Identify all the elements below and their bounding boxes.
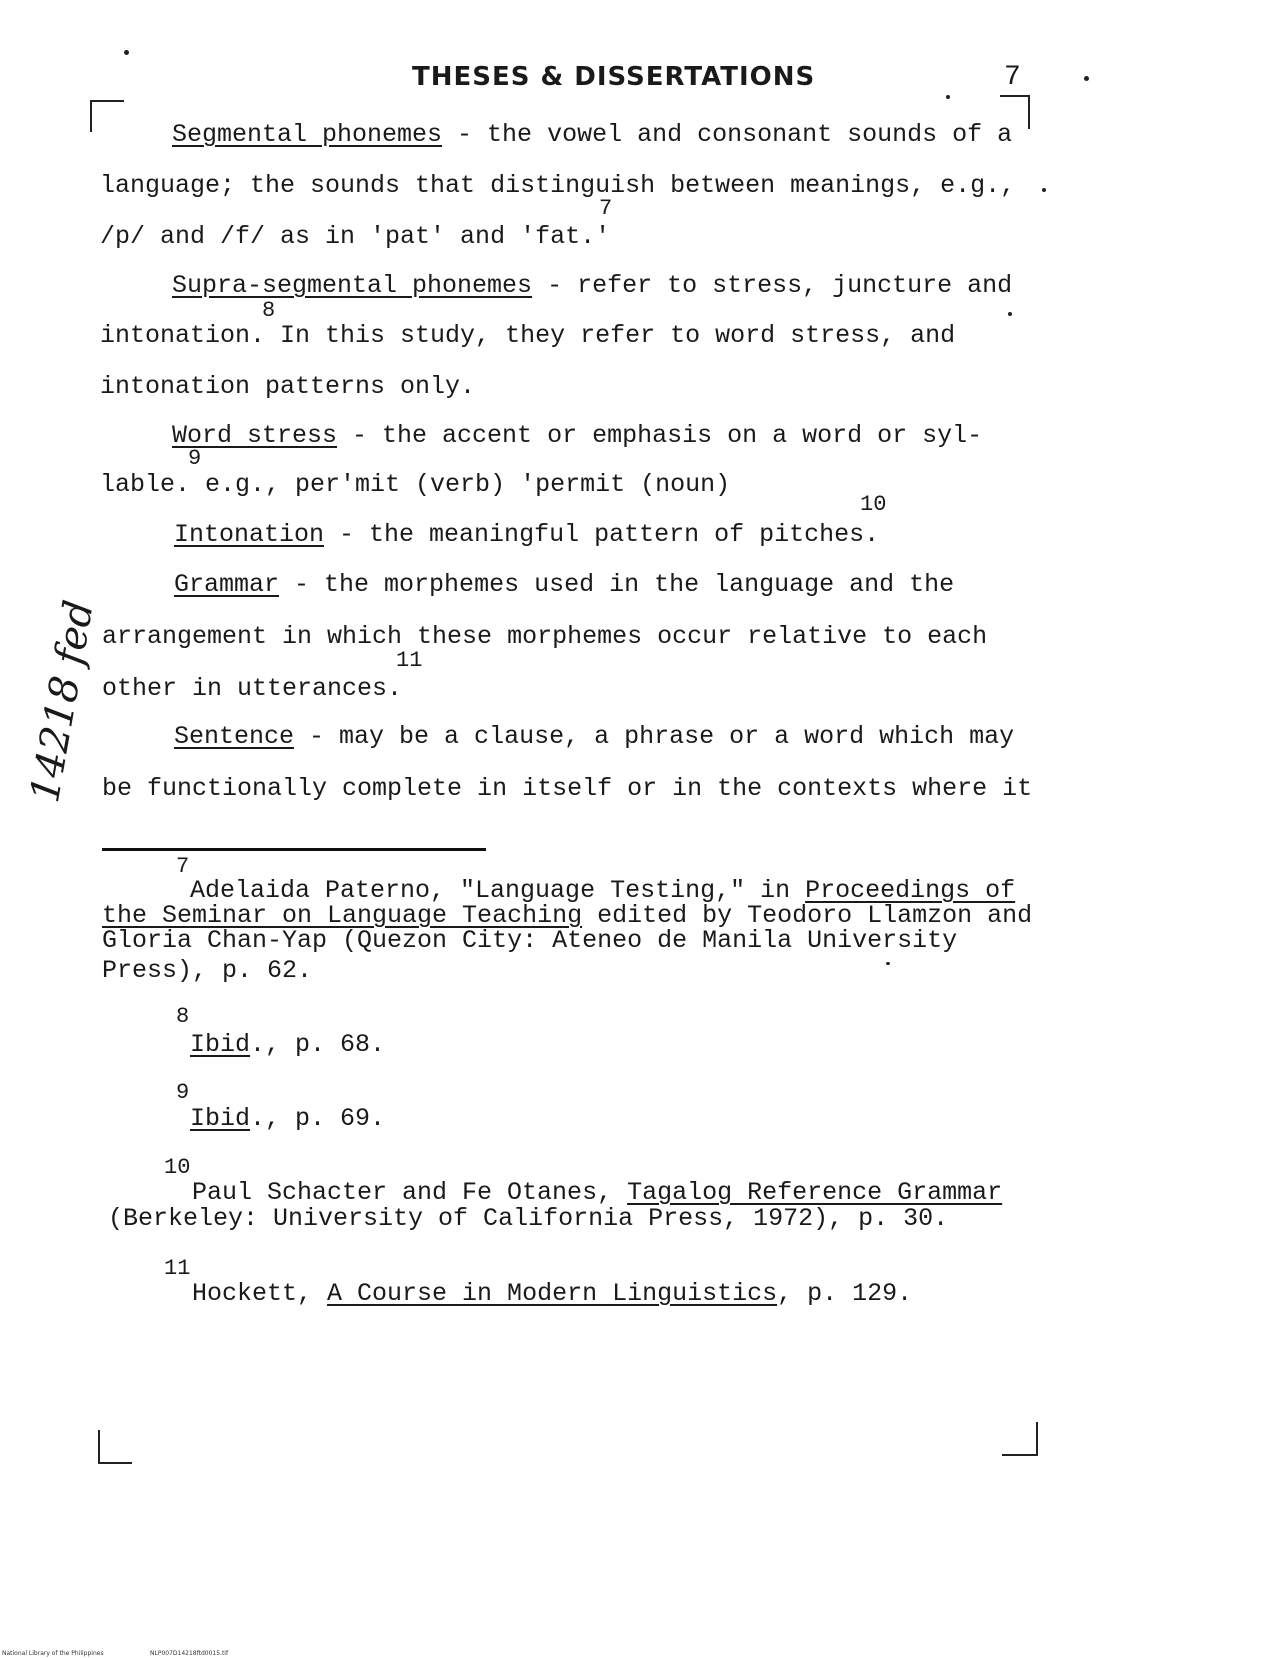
footnote-text: ., p. 69. bbox=[250, 1104, 386, 1133]
footnote-ref-10: 10 bbox=[860, 492, 887, 517]
footnote-line bbox=[192, 1178, 1002, 1207]
scan-speck bbox=[886, 962, 890, 965]
footnote-line: Press), p. 62. bbox=[102, 956, 313, 985]
term-word-stress: Word stress bbox=[172, 421, 338, 450]
scan-library-label: National Library of the Philippines bbox=[2, 1650, 104, 1657]
footnote-line: (Berkeley: University of California Press, 1972), p. 30. bbox=[108, 1204, 949, 1233]
body-text: - refer to stress, juncture and bbox=[532, 271, 1013, 300]
footnote-number-8: 8 bbox=[176, 1004, 190, 1029]
body-line: be functionally complete in itself or in the contexts where it bbox=[102, 774, 1033, 803]
body-line bbox=[172, 271, 1012, 300]
footnote-text: edited by Teodoro Llamzon and bbox=[582, 901, 1033, 930]
footnote-text: Paul Schacter and Fe Otanes, bbox=[192, 1178, 628, 1207]
footnote-text: Hockett, bbox=[192, 1279, 328, 1308]
term-segmental-phonemes: Segmental phonemes bbox=[172, 120, 443, 149]
body-line: other in utterances. bbox=[102, 674, 403, 703]
body-text: - may be a clause, a phrase or a word which may bbox=[294, 722, 1015, 751]
footnote-text: ., p. 68. bbox=[250, 1030, 386, 1059]
term-sentence: Sentence bbox=[174, 722, 295, 751]
footnote-ref-11: 11 bbox=[396, 648, 423, 673]
corner-mark-bottom-right bbox=[1002, 1422, 1038, 1456]
body-line bbox=[172, 421, 982, 450]
body-text: - the meaningful pattern of pitches. bbox=[324, 520, 880, 549]
footnote-number-11: 11 bbox=[164, 1256, 191, 1281]
footnote-line bbox=[190, 1104, 385, 1133]
footnote-title: the Seminar on Language Teaching bbox=[102, 901, 583, 930]
body-line: intonation. In this study, they refer to word stress, and bbox=[100, 321, 956, 350]
term-intonation: Intonation bbox=[174, 520, 325, 549]
scan-speck bbox=[124, 50, 129, 55]
body-line bbox=[172, 120, 1012, 149]
body-line: arrangement in which these morphemes occur relative to each bbox=[102, 622, 988, 651]
footnote-title: A Course in Modern Linguistics bbox=[327, 1279, 778, 1308]
body-line bbox=[174, 570, 954, 599]
body-line: intonation patterns only. bbox=[100, 372, 476, 401]
body-line bbox=[174, 722, 1014, 751]
footnote-text: Adelaida Paterno, "Language Testing," in bbox=[190, 876, 806, 905]
handwritten-accession-note: 14218 fed bbox=[22, 597, 103, 806]
footnote-ibid: Ibid bbox=[190, 1030, 251, 1059]
body-text: - the accent or emphasis on a word or syl- bbox=[337, 421, 983, 450]
footnote-number-7: 7 bbox=[176, 854, 190, 879]
footnote-text: , p. 129. bbox=[777, 1279, 913, 1308]
body-line: language; the sounds that distinguish between meanings, e.g., bbox=[100, 171, 1016, 200]
scan-speck bbox=[1008, 312, 1012, 316]
footnote-separator bbox=[102, 848, 486, 851]
body-text: - the morphemes used in the language and the bbox=[279, 570, 955, 599]
scan-speck bbox=[946, 95, 950, 99]
body-line: /p/ and /f/ as in 'pat' and 'fat.' bbox=[100, 222, 611, 251]
footnote-ref-7: 7 bbox=[599, 196, 613, 221]
footnote-ref-8: 8 bbox=[262, 298, 276, 323]
footnote-ibid: Ibid bbox=[190, 1104, 251, 1133]
footnote-ref-9: 9 bbox=[188, 446, 202, 471]
corner-mark-top-left bbox=[90, 100, 124, 132]
scan-speck bbox=[1042, 188, 1046, 192]
term-supra-segmental-phonemes: Supra-segmental phonemes bbox=[172, 271, 533, 300]
scan-speck bbox=[1084, 76, 1089, 81]
footnote-title: Tagalog Reference Grammar bbox=[627, 1178, 1003, 1207]
footnote-line bbox=[190, 1030, 385, 1059]
footnote-line bbox=[192, 1279, 912, 1308]
body-text: - the vowel and consonant sounds of a bbox=[442, 120, 1013, 149]
body-line bbox=[174, 520, 879, 549]
footnote-line: Gloria Chan-Yap (Quezon City: Ateneo de Manila University bbox=[102, 926, 958, 955]
scan-file-label: NLP007D14218ftd0015.tif bbox=[150, 1650, 229, 1657]
body-line: lable. e.g., per'mit (verb) 'permit (noun) bbox=[100, 470, 731, 499]
corner-mark-bottom-left bbox=[98, 1430, 132, 1464]
page-number: 7 bbox=[1004, 62, 1021, 93]
footnote-title: Proceedings of bbox=[805, 876, 1016, 905]
term-grammar: Grammar bbox=[174, 570, 280, 599]
theses-dissertations-stamp: THESES & DISSERTATIONS bbox=[412, 62, 816, 92]
footnote-number-10: 10 bbox=[164, 1155, 191, 1180]
footnote-number-9: 9 bbox=[176, 1080, 190, 1105]
